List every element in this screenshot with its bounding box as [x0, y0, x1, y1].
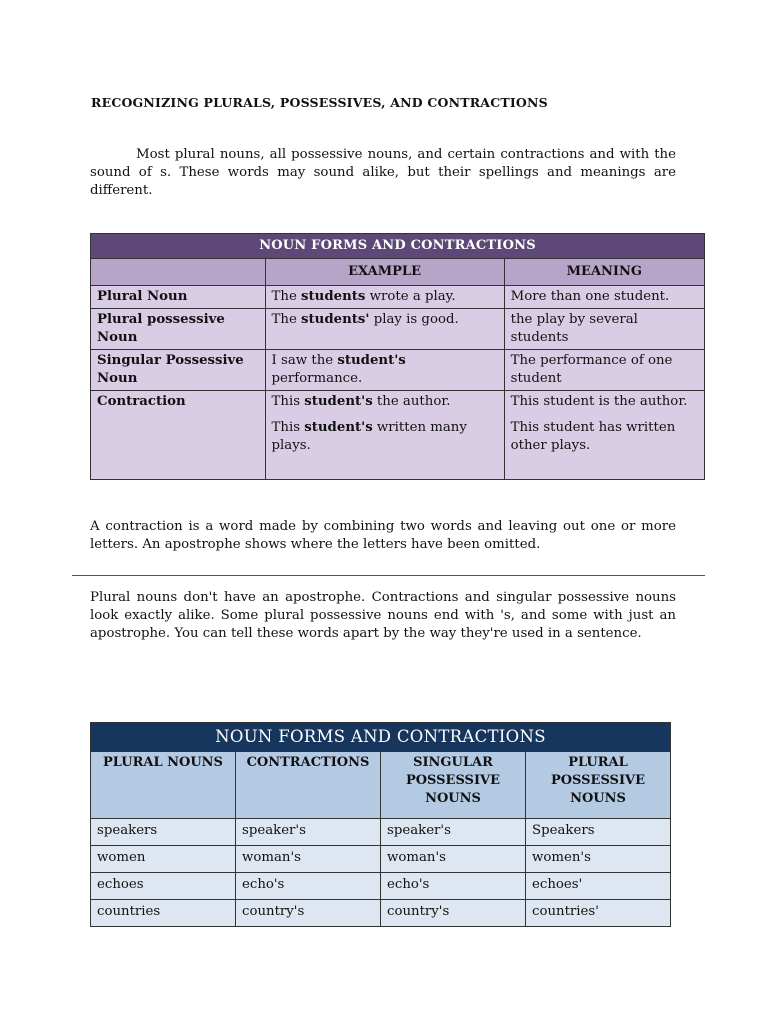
table-cell: speaker's — [381, 819, 526, 846]
table-row — [91, 873, 671, 900]
table-cell: Speakers — [526, 819, 671, 846]
meaning-text: the play by several students — [510, 312, 638, 345]
table-row — [91, 286, 705, 309]
noun-forms-table — [90, 233, 705, 480]
table-cell: echo's — [236, 873, 381, 900]
column-header-example: EXAMPLE — [265, 259, 504, 286]
row-label: Plural Noun — [91, 286, 266, 309]
table-cell: country's — [236, 900, 381, 927]
table-row — [91, 900, 671, 927]
column-header-contractions: CONTRACTIONS — [236, 752, 381, 819]
example-cell — [265, 350, 504, 391]
row-label: Contraction — [91, 391, 266, 480]
table-row — [91, 391, 705, 480]
table-cell: echo's — [381, 873, 526, 900]
example-sentence: The students' play is good. — [271, 312, 459, 327]
table-cell: echoes — [91, 873, 236, 900]
table-title: NOUN FORMS AND CONTRACTIONS — [91, 234, 705, 259]
example-sentence: The students wrote a play. — [271, 289, 456, 304]
table-row — [91, 350, 705, 391]
meaning-text: More than one student. — [510, 289, 670, 304]
meaning-cell — [504, 391, 704, 480]
column-header-meaning: MEANING — [504, 259, 704, 286]
table-row — [91, 846, 671, 873]
contraction-definition: A contraction is a word made by combining two words and leaving out one or more letters. An apostrophe shows where the letters have been omitted. — [90, 519, 676, 552]
example-sentence: This student's the author. — [271, 394, 451, 409]
table-cell: speakers — [91, 819, 236, 846]
column-header-singular-possessive: SINGULAR POSSESSIVE NOUNS — [381, 752, 526, 819]
table-cell: woman's — [381, 846, 526, 873]
table-cell: echoes' — [526, 873, 671, 900]
table-cell: countries — [91, 900, 236, 927]
meaning-text: This student is the author. — [510, 394, 688, 409]
row-label: Plural possessive Noun — [91, 309, 266, 350]
page-heading: RECOGNIZING PLURALS, POSSESSIVES, AND CONTRACTIONS — [91, 95, 548, 110]
column-header-plural-nouns: PLURAL NOUNS — [91, 752, 236, 819]
table-cell: women — [91, 846, 236, 873]
table-row — [91, 819, 671, 846]
horizontal-divider — [72, 575, 705, 576]
meaning-text: This student has written other plays. — [510, 420, 676, 453]
example-cell — [265, 309, 504, 350]
meaning-cell — [504, 350, 704, 391]
example-cell — [265, 391, 504, 480]
table-cell: women's — [526, 846, 671, 873]
table-cell: country's — [381, 900, 526, 927]
noun-forms-summary-table — [90, 722, 671, 927]
meaning-cell — [504, 286, 704, 309]
example-sentence: This student's written many plays. — [271, 420, 467, 453]
table-row — [91, 309, 705, 350]
example-sentence: I saw the student's performance. — [271, 353, 406, 386]
column-header-blank — [91, 259, 266, 286]
table-title: NOUN FORMS AND CONTRACTIONS — [91, 723, 671, 752]
intro-paragraph: Most plural nouns, all possessive nouns, and certain contractions and with the sound of s. These words may sound alike, but their spellings and meanings are different. — [90, 147, 676, 198]
meaning-text: The performance of one student — [510, 353, 673, 386]
table-cell: countries' — [526, 900, 671, 927]
table-cell: woman's — [236, 846, 381, 873]
table-cell: speaker's — [236, 819, 381, 846]
meaning-cell — [504, 309, 704, 350]
column-header-plural-possessive: PLURAL POSSESSIVE NOUNS — [526, 752, 671, 819]
plural-note-paragraph: Plural nouns don't have an apostrophe. Contractions and singular possessive nouns look exactly alike. Some plural possessive nouns end with 's, and some with just an apostrophe. You can tell these words apart by the way they're used in a sentence. — [90, 590, 676, 641]
row-label: Singular Possessive Noun — [91, 350, 266, 391]
example-cell — [265, 286, 504, 309]
